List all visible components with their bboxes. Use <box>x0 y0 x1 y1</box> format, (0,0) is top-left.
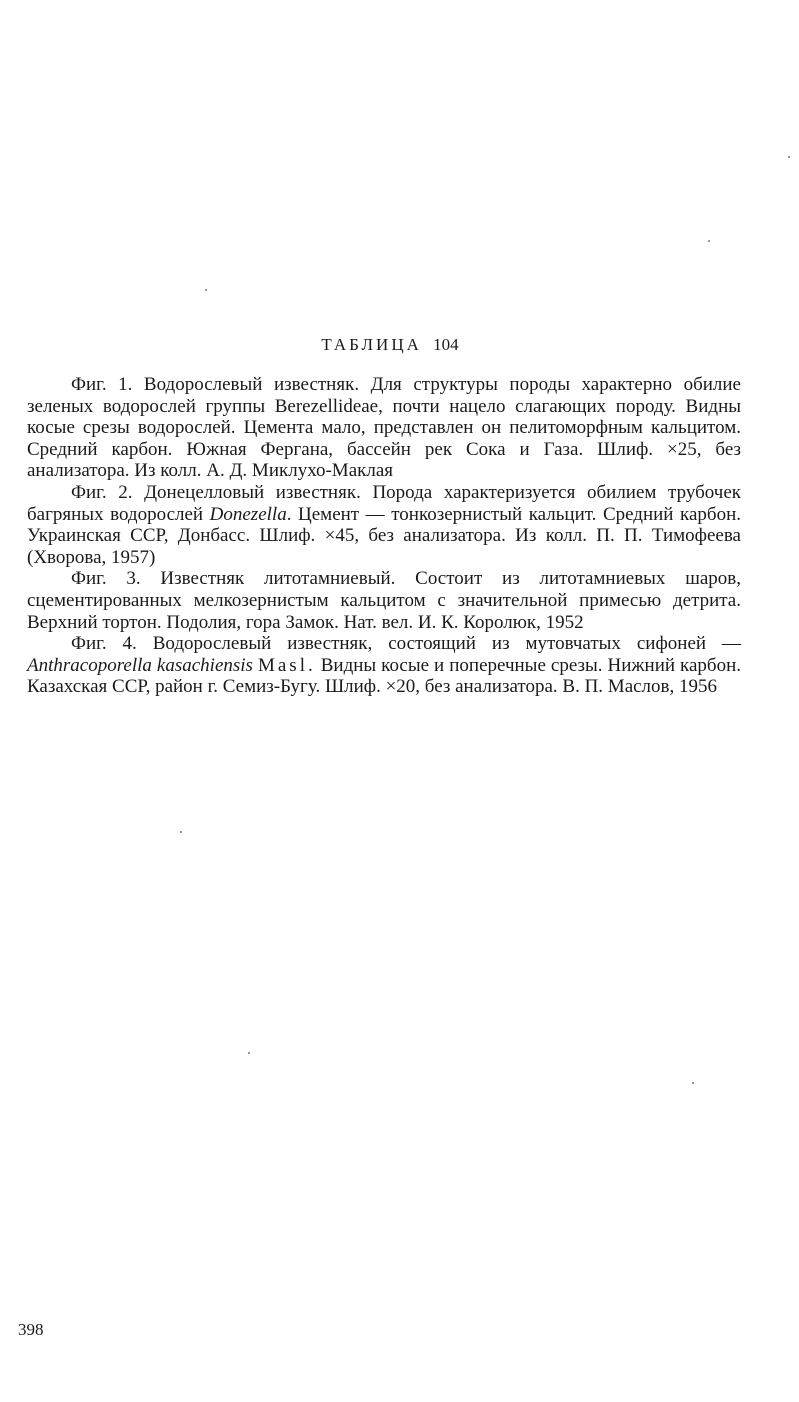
scan-speck <box>692 1082 694 1084</box>
plate-title-number: 104 <box>433 335 459 354</box>
figure-caption-4 <box>27 633 741 698</box>
page-number: 398 <box>18 1320 44 1339</box>
figure-caption-3 <box>27 568 741 633</box>
scan-speck <box>205 289 207 291</box>
figure-caption-4-author: Masl. <box>257 654 316 676</box>
figure-caption-4-text-before: Фиг. 4. Водорослевый известняк, состоящий из мутовчатых сифоней — <box>71 633 741 655</box>
figure-caption-3-text: Фиг. 3. Известняк литотамниевый. Состоит из литотамниевых шаров, сцементированных мелкозернистым кальцитом с значительной примесью детрита. Верхний тортон. Подолия, гора Замок. Нат. вел. И. К. Королюк, 1952 <box>27 568 741 633</box>
figure-caption-2 <box>27 482 741 568</box>
plate-title <box>0 335 780 355</box>
scan-speck <box>708 240 710 242</box>
figure-caption-2-taxon: Donezella <box>209 503 287 525</box>
scan-speck <box>180 831 182 833</box>
scan-speck <box>248 1052 250 1054</box>
figure-caption-1-text: Фиг. 1. Водорослевый известняк. Для структуры породы характерно обилие зеленых водорослей группы Berezellideae, почти нацело слагающих породу. Видны косые срезы водорослей. Цемента мало, представлен он пелитоморфным кальцитом. Средний карбон. Южная Фергана, бассейн рек Сока и Газа. Шлиф. ×25, без анализатора. Из колл. А. Д. Миклухо-Маклая <box>27 374 741 482</box>
figure-caption-2-text-before: Фиг. 2. Донецелловый известняк. Порода характеризуется обилием трубочек багряных водорослей <box>27 481 741 525</box>
figure-captions <box>27 374 741 698</box>
figure-caption-4-taxon: Anthracoporella kasachiensis <box>27 654 253 676</box>
figure-caption-2-text-after: . Цемент — тонкозернистый кальцит. Средний карбон. Украинская ССР, Донбасс. Шлиф. ×45, без анализатора. Из колл. П. П. Тимофеева (Хворова, 1957) <box>27 503 742 568</box>
figure-caption-4-text-after: Видны косые и поперечные срезы. Нижний карбон. Казахская ССР, район г. Семиз-Бугу. Шлиф. ×20, без анализатора. В. П. Маслов, 1956 <box>27 654 742 698</box>
figure-caption-1 <box>27 374 741 482</box>
plate-title-word: ТАБЛИЦА <box>321 335 422 354</box>
scan-speck <box>788 156 790 158</box>
